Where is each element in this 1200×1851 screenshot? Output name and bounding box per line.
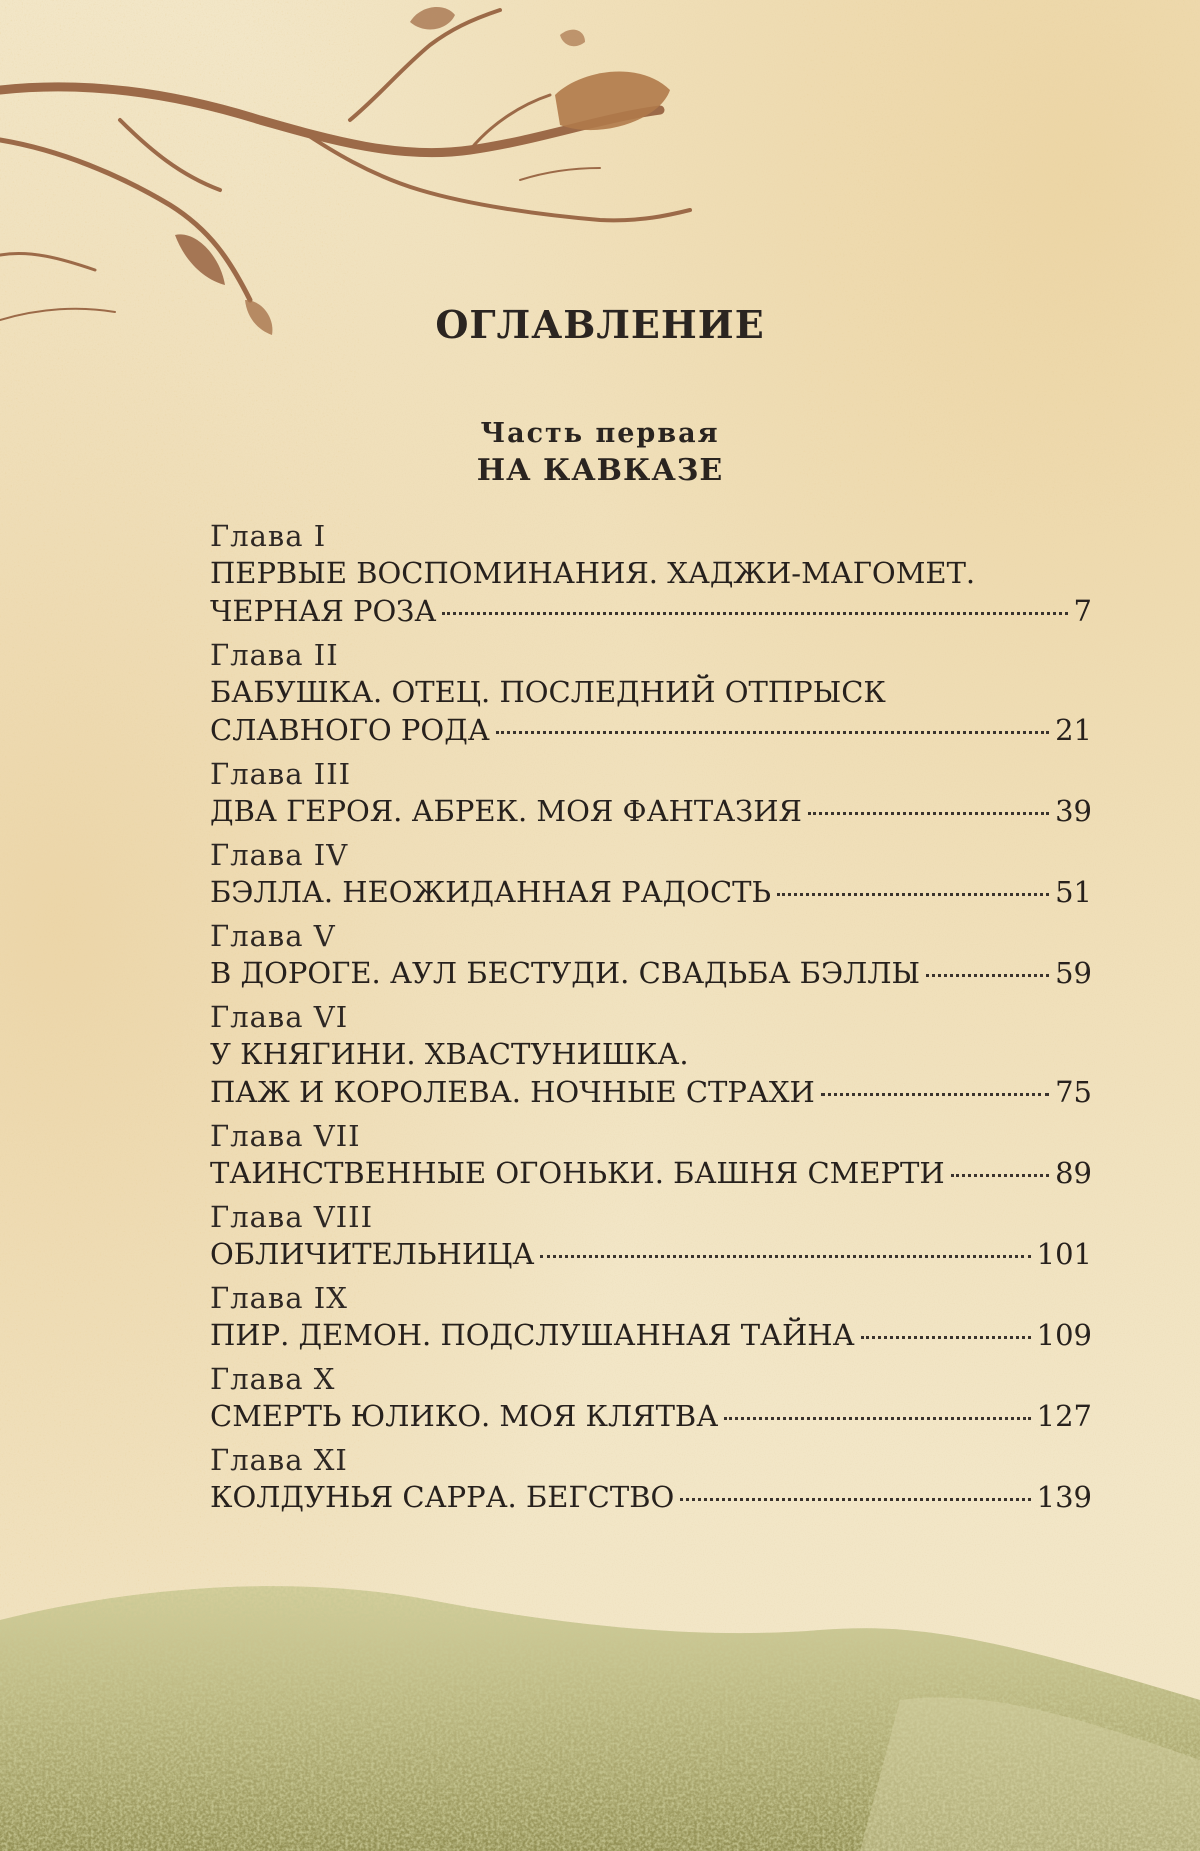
part-label: Часть первая	[480, 418, 720, 449]
chapter-title-line: СМЕРТЬ ЮЛИКО. МОЯ КЛЯТВА	[210, 1399, 719, 1433]
page-number: 89	[1055, 1156, 1092, 1190]
page-number: 51	[1055, 875, 1092, 909]
chapter-title-line: В ДОРОГЕ. АУЛ БЕСТУДИ. СВАДЬБА БЭЛЛЫ	[210, 956, 921, 990]
chapter-title-line: СЛАВНОГО РОДА	[210, 713, 490, 747]
toc-entry[interactable]	[210, 756, 1092, 830]
chapter-title-row	[210, 792, 1092, 830]
toc-entry[interactable]	[210, 1361, 1092, 1435]
toc-entries	[210, 518, 1092, 1523]
chapter-label: Глава IX	[210, 1281, 348, 1315]
dot-leader	[724, 1413, 1030, 1420]
chapter-title-line: ОБЛИЧИТЕЛЬНИЦА	[210, 1237, 535, 1271]
page-number: 127	[1036, 1399, 1092, 1433]
part-name: НА КАВКАЗЕ	[476, 453, 724, 488]
chapter-title-line: ПАЖ И КОРОЛЕВА. НОЧНЫЕ СТРАХИ	[210, 1075, 815, 1109]
dot-leader	[442, 608, 1067, 615]
toc-entry[interactable]	[210, 1280, 1092, 1354]
toc-entry[interactable]	[210, 1118, 1092, 1192]
chapter-label: Глава II	[210, 638, 339, 672]
chapter-title-row	[210, 1073, 1092, 1111]
chapter-title-row	[210, 1154, 1092, 1192]
chapter-title-line: БАБУШКА. ОТЕЦ. ПОСЛЕДНИЙ ОТПРЫСК	[210, 675, 886, 709]
chapter-title-line: ПЕРВЫЕ ВОСПОМИНАНИЯ. ХАДЖИ-МАГОМЕТ.	[210, 556, 976, 590]
chapter-title-line: ТАИНСТВЕННЫЕ ОГОНЬКИ. БАШНЯ СМЕРТИ	[210, 1156, 945, 1190]
chapter-title-line: У КНЯГИНИ. ХВАСТУНИШКА.	[210, 1037, 689, 1071]
page-number: 75	[1055, 1075, 1092, 1109]
page-number: 109	[1036, 1318, 1092, 1352]
chapter-title-line: ДВА ГЕРОЯ. АБРЕК. МОЯ ФАНТАЗИЯ	[210, 794, 802, 828]
toc-entry[interactable]	[210, 1199, 1092, 1273]
dot-leader	[926, 970, 1049, 977]
chapter-label: Глава V	[210, 919, 336, 953]
dot-leader	[808, 808, 1049, 815]
page-number: 39	[1055, 794, 1092, 828]
chapter-label: Глава VII	[210, 1119, 361, 1153]
chapter-title-row	[210, 1397, 1092, 1435]
chapter-title-row	[210, 873, 1092, 911]
chapter-title-row	[210, 1316, 1092, 1354]
chapter-title-row	[210, 711, 1092, 749]
toc-entry[interactable]	[210, 918, 1092, 992]
toc-entry[interactable]	[210, 637, 1092, 749]
page-number: 21	[1055, 713, 1092, 747]
toc-entry[interactable]	[210, 999, 1092, 1111]
chapter-title-line: ПИР. ДЕМОН. ПОДСЛУШАННАЯ ТАЙНА	[210, 1318, 855, 1352]
chapter-title-row	[210, 1235, 1092, 1273]
chapter-title-row	[210, 1478, 1092, 1516]
chapter-label: Глава III	[210, 757, 352, 791]
dot-leader	[951, 1170, 1049, 1177]
toc-entry[interactable]	[210, 1442, 1092, 1516]
chapter-title-line: КОЛДУНЬЯ САРРА. БЕГСТВО	[210, 1480, 675, 1514]
dot-leader	[821, 1089, 1049, 1096]
dot-leader	[861, 1332, 1031, 1339]
toc-entry[interactable]	[210, 518, 1092, 630]
page-title: ОГЛАВЛЕНИЕ	[435, 302, 765, 347]
chapter-title-row	[210, 954, 1092, 992]
dot-leader	[540, 1251, 1030, 1258]
chapter-label: Глава IV	[210, 838, 349, 872]
toc-entry[interactable]	[210, 837, 1092, 911]
dot-leader	[680, 1494, 1030, 1501]
page-number: 59	[1055, 956, 1092, 990]
chapter-title-line: БЭЛЛА. НЕОЖИДАННАЯ РАДОСТЬ	[210, 875, 772, 909]
chapter-title-row	[210, 592, 1092, 630]
page-number: 139	[1036, 1480, 1092, 1514]
chapter-label: Глава X	[210, 1362, 336, 1396]
page-number: 7	[1073, 594, 1092, 628]
chapter-label: Глава I	[210, 519, 327, 553]
chapter-label: Глава XI	[210, 1443, 348, 1477]
chapter-label: Глава VIII	[210, 1200, 374, 1234]
chapter-title-line: ЧЕРНАЯ РОЗА	[210, 594, 437, 628]
chapter-label: Глава VI	[210, 1000, 349, 1034]
dot-leader	[777, 889, 1049, 896]
page-number: 101	[1036, 1237, 1092, 1271]
dot-leader	[496, 727, 1049, 734]
